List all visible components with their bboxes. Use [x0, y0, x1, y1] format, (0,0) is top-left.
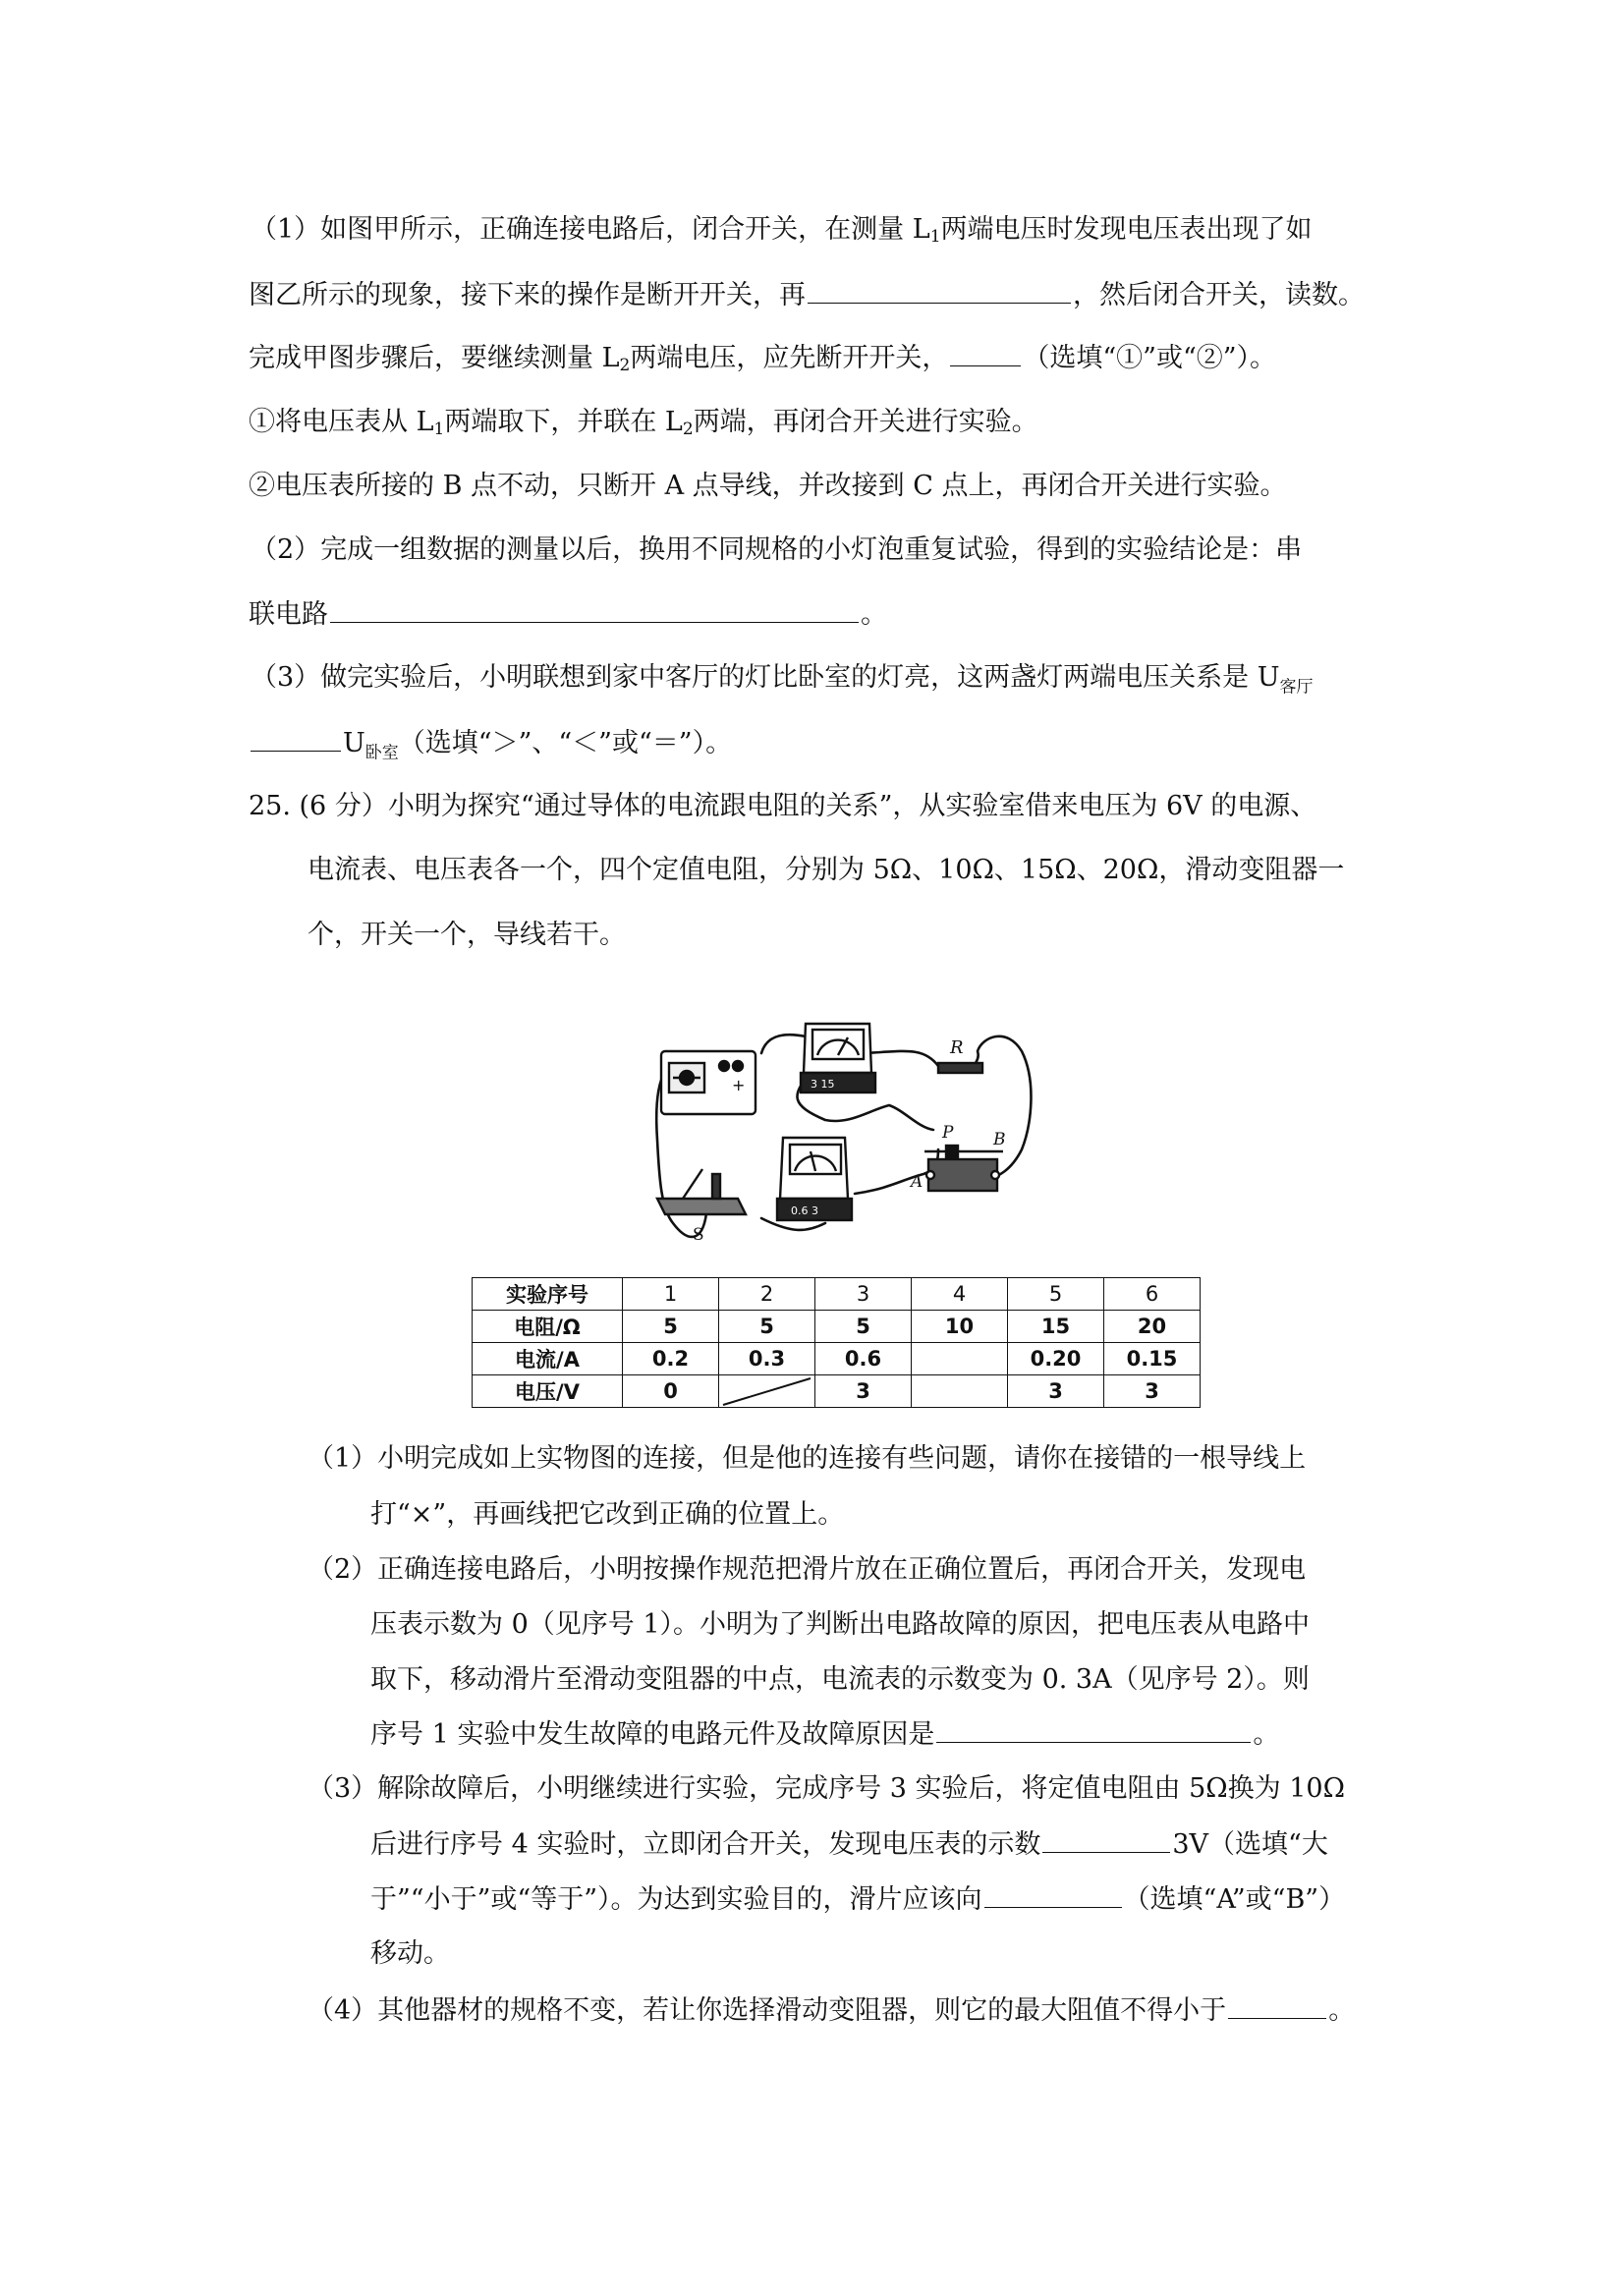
q25-intro-line3	[308, 918, 626, 953]
q24-p1-line1	[251, 212, 1313, 254]
q24-p2-text: （2）完成一组数据的测量以后，换用不同规格的小灯泡重复试验，得到的实验结论是：串	[251, 534, 1303, 565]
table-cell: 3	[815, 1278, 912, 1311]
q25-p4-text: （4）其他器材的规格不变，若让你选择滑动变阻器，则它的最大阻值不得小于	[308, 1995, 1227, 2026]
table-cell: 0.6	[815, 1343, 912, 1375]
table-cell: 2	[719, 1278, 815, 1311]
table-cell: 5	[719, 1311, 815, 1343]
q25-p1-line2	[370, 1497, 844, 1533]
q25-intro-text: 个，开关一个，导线若干。	[308, 920, 626, 950]
table-cell: 0.20	[1008, 1343, 1104, 1375]
q24-p1-text: 两端电压时发现电压表出现了如	[940, 214, 1313, 245]
q24-p3-line2	[249, 725, 732, 770]
answer-blank[interactable]	[1042, 1826, 1170, 1853]
table-cell: 电流/A	[473, 1343, 623, 1375]
q25-p3-line4	[370, 1936, 450, 1972]
label-S: S	[693, 1225, 704, 1245]
table-cell: 4	[912, 1278, 1008, 1311]
q24-p3-line1	[251, 660, 1314, 704]
table-cell: 3	[1104, 1375, 1201, 1408]
q24-p2-text: 。	[861, 599, 887, 630]
q24-p1-text: ，然后闭合开关，读数。	[1073, 280, 1365, 310]
q25-p1-line1	[308, 1441, 1306, 1477]
label-B: B	[993, 1130, 1006, 1149]
q25-p3-text: 3V（选填“大	[1172, 1829, 1328, 1860]
label-P: P	[942, 1123, 954, 1143]
subscript: 客厅	[1279, 677, 1314, 698]
q25-p2-text: 。	[1253, 1719, 1280, 1750]
table-cell: 0.2	[623, 1343, 719, 1375]
ammeter	[777, 1138, 852, 1220]
table-cell: 15	[1008, 1311, 1104, 1343]
option-text: 两端，再闭合开关进行实验。	[693, 407, 1038, 437]
table-row	[473, 1278, 1201, 1311]
q25-intro-text: 25. (6 分）小明为探究“通过导体的电流跟电阻的关系”，从实验室借来电压为 6V 的电源、	[249, 791, 1317, 821]
q25-p3-text: 移动。	[370, 1938, 450, 1969]
q25-p1-text: 打“×”，再画线把它改到正确的位置上。	[370, 1499, 845, 1530]
table-cell: 5	[1008, 1278, 1104, 1311]
ammeter-scale: 0.6 3	[791, 1204, 818, 1217]
q24-p2-line2	[249, 596, 887, 633]
table-cell: 3	[815, 1375, 912, 1408]
q25-intro-line1	[249, 789, 1316, 824]
q25-p3-line2	[370, 1826, 1328, 1863]
circuit-diagram	[644, 1012, 1046, 1253]
rheostat	[909, 1123, 1006, 1192]
table-row	[473, 1343, 1201, 1375]
subscript: 1	[929, 227, 941, 247]
table-cell: 电阻/Ω	[473, 1311, 623, 1343]
q24-p3-text: U	[343, 728, 365, 758]
table-cell: 10	[912, 1311, 1008, 1343]
q25-p3-line1	[308, 1771, 1345, 1807]
q24-p3-text: （3）做完实验后，小明联想到家中客厅的灯比卧室的灯亮，这两盏灯两端电压关系是 U	[251, 662, 1280, 693]
table-row	[473, 1311, 1201, 1343]
q24-p1-line2	[249, 277, 1365, 313]
experiment-data-table	[472, 1277, 1201, 1408]
answer-blank[interactable]	[251, 725, 341, 752]
table-cell: 0	[623, 1375, 719, 1408]
table-cell: 实验序号	[473, 1278, 623, 1311]
q24-option-2	[249, 469, 1287, 504]
table-cell: 1	[623, 1278, 719, 1311]
q24-p3-text: （选填“＞”、“＜”或“＝”）。	[398, 728, 733, 758]
table-cell: 5	[623, 1311, 719, 1343]
option-text: ②电压表所接的 B 点不动，只断开 A 点导线，并改接到 C 点上，再闭合开关进行实验。	[249, 471, 1287, 501]
q25-p3-text: （3）解除故障后，小明继续进行实验，完成序号 3 实验后，将定值电阻由 5Ω换为 10Ω	[308, 1773, 1345, 1804]
q25-p4-line1	[308, 1992, 1355, 2029]
q25-intro-text: 电流表、电压表各一个，四个定值电阻，分别为 5Ω、10Ω、15Ω、20Ω，滑动变阻器一	[308, 855, 1345, 885]
table-cell: 5	[815, 1311, 912, 1343]
q24-p1-text: 图乙所示的现象，接下来的操作是断开开关，再	[249, 280, 806, 310]
table-cell: 6	[1104, 1278, 1201, 1311]
q25-intro-line2	[308, 853, 1344, 888]
table-cell: 0.3	[719, 1343, 815, 1375]
q25-p2-line1	[308, 1552, 1306, 1588]
q25-p2-line2	[370, 1607, 1310, 1643]
struck-out-cell	[719, 1375, 815, 1408]
switch	[657, 1169, 746, 1245]
answer-blank[interactable]	[1228, 1992, 1326, 2019]
answer-blank[interactable]	[950, 340, 1021, 366]
power-supply	[661, 1051, 756, 1114]
wire	[855, 1149, 938, 1194]
fixed-resistor	[938, 1037, 982, 1073]
q25-p3-text: 于”“小于”或“等于”）。为达到实验目的，滑片应该向	[370, 1884, 982, 1915]
q24-p1-text: 完成甲图步骤后，要继续测量 L	[249, 343, 620, 373]
label-A: A	[911, 1172, 923, 1192]
diagonal-strike	[719, 1375, 814, 1407]
q25-p2-text: 压表示数为 0（见序号 1）。小明为了判断出电路故障的原因，把电压表从电路中	[370, 1609, 1311, 1640]
answer-blank[interactable]	[984, 1881, 1122, 1908]
option-text: 两端取下，并联在 L	[444, 407, 683, 437]
q25-p3-text: （选填“A”或“B”）	[1123, 1884, 1346, 1915]
q25-p3-line3	[370, 1881, 1345, 1918]
table-cell: 3	[1008, 1375, 1104, 1408]
voltmeter	[801, 1024, 875, 1092]
q24-p1-text: 两端电压，应先断开开关，	[630, 343, 949, 373]
q24-p2-line1	[251, 532, 1302, 568]
voltmeter-scale: 3 15	[811, 1078, 835, 1091]
answer-blank[interactable]	[330, 596, 859, 623]
q25-p2-line4	[370, 1716, 1279, 1753]
subscript: 2	[682, 420, 694, 439]
q25-p1-text: （1）小明完成如上实物图的连接，但是他的连接有些问题，请你在接错的一根导线上	[308, 1443, 1307, 1474]
q24-p1-text: （选填“①”或“②”）。	[1023, 343, 1277, 373]
q24-option-1	[249, 405, 1038, 447]
subscript: 1	[433, 420, 445, 439]
q25-p2-text: （2）正确连接电路后，小明按操作规范把滑片放在正确位置后，再闭合开关，发现电	[308, 1554, 1307, 1585]
q25-p2-text: 序号 1 实验中发生故障的电路元件及故障原因是	[370, 1719, 935, 1750]
option-text: ①将电压表从 L	[249, 407, 434, 437]
subscript: 卧室	[364, 743, 399, 763]
answer-blank[interactable]	[936, 1716, 1251, 1743]
table-cell	[912, 1375, 1008, 1408]
svg-text:+: +	[732, 1076, 746, 1094]
table-row	[473, 1375, 1201, 1408]
q25-p2-text: 取下，移动滑片至滑动变阻器的中点，电流表的示数变为 0. 3A（见序号 2）。则	[370, 1664, 1310, 1695]
q25-p3-text: 后进行序号 4 实验时，立即闭合开关，发现电压表的示数	[370, 1829, 1041, 1860]
table-cell: 20	[1104, 1311, 1201, 1343]
table-cell: 0.15	[1104, 1343, 1201, 1375]
table-cell: 电压/V	[473, 1375, 623, 1408]
label-R: R	[950, 1037, 964, 1058]
subscript: 2	[619, 356, 631, 375]
q24-p1-text: （1）如图甲所示，正确连接电路后，闭合开关，在测量 L	[251, 214, 930, 245]
q25-p2-line3	[370, 1662, 1310, 1698]
q24-p2-text: 联电路	[249, 599, 328, 630]
q25-p4-text: 。	[1328, 1995, 1356, 2026]
answer-blank[interactable]	[808, 277, 1071, 304]
q24-p1-line3	[249, 340, 1276, 383]
table-cell	[912, 1343, 1008, 1375]
